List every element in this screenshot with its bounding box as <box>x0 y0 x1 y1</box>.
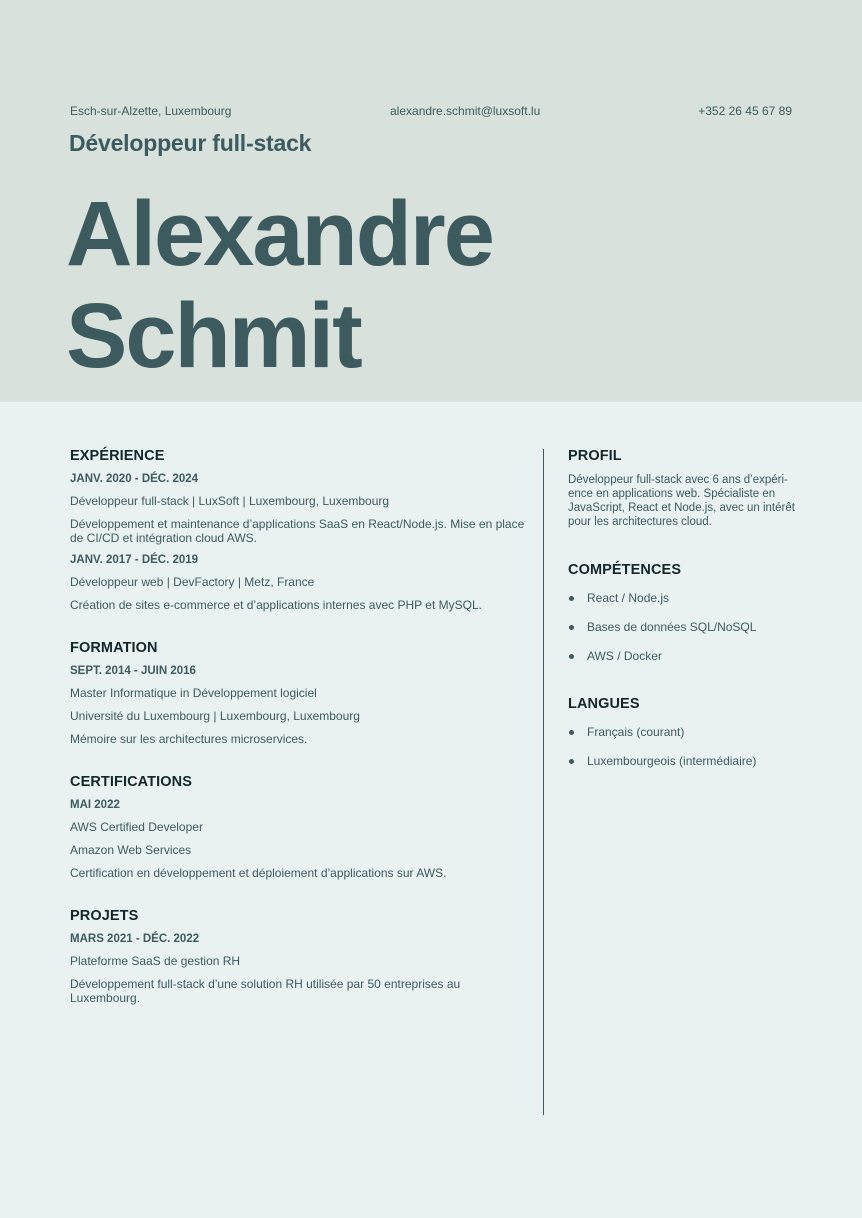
section-title: PROFIL <box>568 448 622 464</box>
section-title: EXPÉRIENCE <box>70 448 165 464</box>
entry-date: JANV. 2017 - DÉC. 2019 <box>70 554 199 566</box>
column-divider <box>543 449 544 1115</box>
first-name: Alexandre <box>66 183 493 285</box>
skill-item: React / Node.js <box>568 591 800 605</box>
bullet-icon <box>569 596 574 601</box>
skill-item: AWS / Docker <box>568 649 800 663</box>
section-title: PROJETS <box>70 908 139 924</box>
section-title: LANGUES <box>568 696 640 712</box>
entry-description: Certification en développement et déploiement d’applications sur AWS. <box>70 866 447 880</box>
profile-section <box>568 448 800 529</box>
experience-section <box>70 448 526 612</box>
entry-school: Université du Luxembourg | Luxembourg, Luxembourg <box>70 709 360 723</box>
skills-section <box>568 562 800 663</box>
bullet-icon <box>569 759 574 764</box>
contact-email[interactable]: alexandre.schmit@luxsoft.lu <box>390 104 541 118</box>
projects-section <box>70 908 526 1005</box>
languages-section <box>568 696 800 768</box>
header-banner <box>0 0 862 402</box>
entry-position: Développeur web | DevFactory | Metz, France <box>70 575 315 589</box>
contact-location: Esch-sur-Alzette, Luxembourg <box>70 104 232 118</box>
education-section <box>70 640 526 746</box>
main-column <box>70 448 526 1033</box>
entry-date: SEPT. 2014 - JUIN 2016 <box>70 665 196 677</box>
experience-entry <box>70 473 526 545</box>
certifications-section <box>70 774 526 880</box>
entry-date: MARS 2021 - DÉC. 2022 <box>70 933 200 945</box>
project-name: Plateforme SaaS de gestion RH <box>70 954 241 968</box>
section-title: FORMATION <box>70 640 158 656</box>
entry-date: MAI 2022 <box>70 799 120 811</box>
entry-description: Développement full-stack d’une solution RH utilisée par 50 entreprises au Luxembourg. <box>70 977 461 1005</box>
section-title: CERTIFICATIONS <box>70 774 192 790</box>
job-title: Développeur full-stack <box>69 130 312 156</box>
bullet-icon <box>569 654 574 659</box>
last-name: Schmit <box>66 285 361 387</box>
bullet-icon <box>569 730 574 735</box>
experience-entry <box>70 554 526 612</box>
certification-name: AWS Certified Developer <box>70 820 203 834</box>
side-column <box>568 448 800 801</box>
certification-issuer: Amazon Web Services <box>70 843 192 857</box>
entry-degree: Master Informatique in Développement logiciel <box>70 686 317 700</box>
language-item: Luxembourgeois (intermédiaire) <box>568 754 800 768</box>
bullet-icon <box>569 625 574 630</box>
skill-item: Bases de données SQL/NoSQL <box>568 620 800 634</box>
entry-date: JANV. 2020 - DÉC. 2024 <box>70 473 199 485</box>
language-item: Français (courant) <box>568 725 800 739</box>
profile-text: Développeur full-stack avec 6 ans d’expéri-ence en applications web. Spécialiste en JavaScript, React et Node.js, avec un intérêt pour les architectures cloud. <box>568 474 795 528</box>
section-title: COMPÉTENCES <box>568 562 682 578</box>
contact-phone[interactable]: +352 26 45 67 89 <box>698 104 792 118</box>
entry-position: Développeur full-stack | LuxSoft | Luxembourg, Luxembourg <box>70 494 390 508</box>
entry-description: Mémoire sur les architectures microservices. <box>70 732 308 746</box>
entry-description: Création de sites e-commerce et d’applications internes avec PHP et MySQL. <box>70 598 482 612</box>
entry-description: Développement et maintenance d’applications SaaS en React/Node.js. Mise en place de CI/CD et intégration cloud AWS. <box>70 517 525 545</box>
